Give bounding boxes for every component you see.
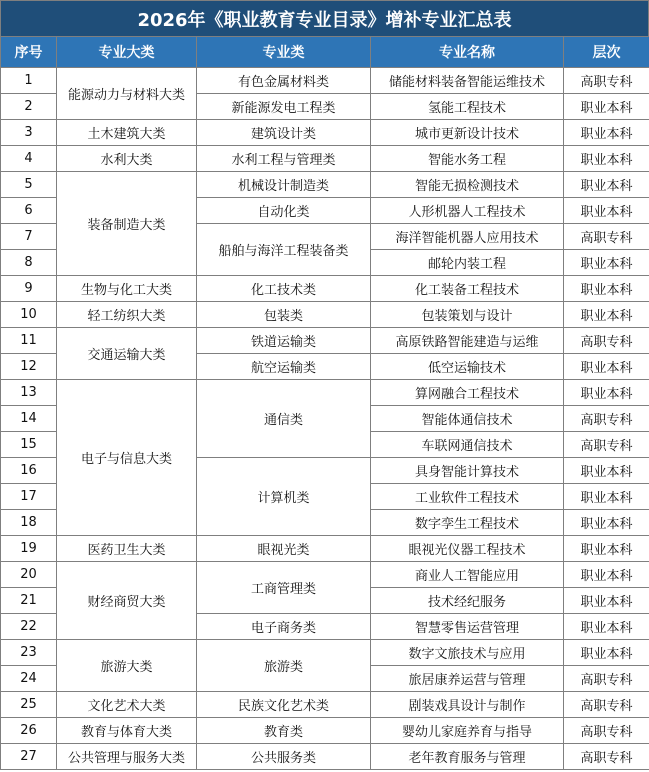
row-number: 27 xyxy=(1,744,57,770)
major-category: 医药卫生大类 xyxy=(57,536,197,562)
major-subcategory: 教育类 xyxy=(197,718,371,744)
row-number: 23 xyxy=(1,640,57,666)
row-number: 17 xyxy=(1,484,57,510)
row-number: 20 xyxy=(1,562,57,588)
row-number: 11 xyxy=(1,328,57,354)
education-level: 高职专科 xyxy=(564,718,649,744)
table-row xyxy=(1,302,649,328)
major-name: 算网融合工程技术 xyxy=(371,380,564,406)
education-level: 职业本科 xyxy=(564,510,649,536)
major-name: 工业软件工程技术 xyxy=(371,484,564,510)
education-level: 高职专科 xyxy=(564,744,649,770)
table-row xyxy=(1,718,649,744)
table-row xyxy=(1,562,649,588)
education-level: 职业本科 xyxy=(564,276,649,302)
education-level: 职业本科 xyxy=(564,146,649,172)
education-level: 职业本科 xyxy=(564,302,649,328)
major-name: 人形机器人工程技术 xyxy=(371,198,564,224)
major-category: 土木建筑大类 xyxy=(57,120,197,146)
header-subcategory: 专业类 xyxy=(197,37,371,68)
education-level: 职业本科 xyxy=(564,94,649,120)
major-category: 文化艺术大类 xyxy=(57,692,197,718)
major-name: 技术经纪服务 xyxy=(371,588,564,614)
education-level: 职业本科 xyxy=(564,588,649,614)
education-level: 职业本科 xyxy=(564,640,649,666)
education-level: 职业本科 xyxy=(564,614,649,640)
table-row xyxy=(1,380,649,406)
header-major-name: 专业名称 xyxy=(371,37,564,68)
education-level: 高职专科 xyxy=(564,328,649,354)
row-number: 14 xyxy=(1,406,57,432)
major-name: 高原铁路智能建造与运维 xyxy=(371,328,564,354)
major-category: 电子与信息大类 xyxy=(57,380,197,536)
row-number: 3 xyxy=(1,120,57,146)
row-number: 7 xyxy=(1,224,57,250)
table-row xyxy=(1,328,649,354)
row-number: 9 xyxy=(1,276,57,302)
major-category: 轻工纺织大类 xyxy=(57,302,197,328)
major-name: 具身智能计算技术 xyxy=(371,458,564,484)
row-number: 15 xyxy=(1,432,57,458)
major-category: 交通运输大类 xyxy=(57,328,197,380)
table-row xyxy=(1,172,649,198)
major-name: 低空运输技术 xyxy=(371,354,564,380)
major-subcategory: 旅游类 xyxy=(197,640,371,692)
row-number: 1 xyxy=(1,68,57,94)
major-name: 包装策划与设计 xyxy=(371,302,564,328)
row-number: 22 xyxy=(1,614,57,640)
major-category: 生物与化工大类 xyxy=(57,276,197,302)
major-name: 老年教育服务与管理 xyxy=(371,744,564,770)
major-subcategory: 新能源发电工程类 xyxy=(197,94,371,120)
row-number: 2 xyxy=(1,94,57,120)
major-subcategory: 机械设计制造类 xyxy=(197,172,371,198)
row-number: 21 xyxy=(1,588,57,614)
major-category: 公共管理与服务大类 xyxy=(57,744,197,770)
major-subcategory: 化工技术类 xyxy=(197,276,371,302)
table-title: 2026年《职业教育专业目录》增补专业汇总表 xyxy=(0,0,649,36)
major-subcategory: 水利工程与管理类 xyxy=(197,146,371,172)
major-name: 海洋智能机器人应用技术 xyxy=(371,224,564,250)
row-number: 6 xyxy=(1,198,57,224)
major-name: 车联网通信技术 xyxy=(371,432,564,458)
row-number: 19 xyxy=(1,536,57,562)
table-body xyxy=(1,68,649,770)
major-category: 装备制造大类 xyxy=(57,172,197,276)
row-number: 10 xyxy=(1,302,57,328)
major-name: 化工装备工程技术 xyxy=(371,276,564,302)
row-number: 16 xyxy=(1,458,57,484)
table-row xyxy=(1,276,649,302)
major-name: 商业人工智能应用 xyxy=(371,562,564,588)
major-subcategory: 通信类 xyxy=(197,380,371,458)
row-number: 18 xyxy=(1,510,57,536)
major-subcategory: 船舶与海洋工程装备类 xyxy=(197,224,371,276)
row-number: 13 xyxy=(1,380,57,406)
major-subcategory: 建筑设计类 xyxy=(197,120,371,146)
major-name: 氢能工程技术 xyxy=(371,94,564,120)
row-number: 5 xyxy=(1,172,57,198)
major-subcategory: 有色金属材料类 xyxy=(197,68,371,94)
education-level: 职业本科 xyxy=(564,172,649,198)
table-row xyxy=(1,744,649,770)
major-subcategory: 包装类 xyxy=(197,302,371,328)
major-category: 能源动力与材料大类 xyxy=(57,68,197,120)
major-name: 数字文旅技术与应用 xyxy=(371,640,564,666)
row-number: 24 xyxy=(1,666,57,692)
major-table xyxy=(0,36,649,770)
major-name: 旅居康养运营与管理 xyxy=(371,666,564,692)
row-number: 12 xyxy=(1,354,57,380)
major-name: 婴幼儿家庭养育与指导 xyxy=(371,718,564,744)
header-level: 层次 xyxy=(564,37,649,68)
education-level: 职业本科 xyxy=(564,380,649,406)
education-level: 职业本科 xyxy=(564,120,649,146)
table-row xyxy=(1,692,649,718)
major-category: 旅游大类 xyxy=(57,640,197,692)
education-level: 高职专科 xyxy=(564,692,649,718)
major-subcategory: 计算机类 xyxy=(197,458,371,536)
major-name: 数字孪生工程技术 xyxy=(371,510,564,536)
major-subcategory: 自动化类 xyxy=(197,198,371,224)
major-subcategory: 公共服务类 xyxy=(197,744,371,770)
row-number: 8 xyxy=(1,250,57,276)
major-name: 城市更新设计技术 xyxy=(371,120,564,146)
education-level: 高职专科 xyxy=(564,224,649,250)
major-name: 眼视光仪器工程技术 xyxy=(371,536,564,562)
table-row xyxy=(1,536,649,562)
major-subcategory: 民族文化艺术类 xyxy=(197,692,371,718)
major-name: 储能材料装备智能运维技术 xyxy=(371,68,564,94)
header-row xyxy=(1,37,649,68)
table-row xyxy=(1,120,649,146)
major-subcategory: 眼视光类 xyxy=(197,536,371,562)
education-level: 高职专科 xyxy=(564,68,649,94)
education-level: 职业本科 xyxy=(564,198,649,224)
education-level: 高职专科 xyxy=(564,406,649,432)
major-subcategory: 工商管理类 xyxy=(197,562,371,614)
row-number: 4 xyxy=(1,146,57,172)
education-level: 职业本科 xyxy=(564,536,649,562)
major-category: 财经商贸大类 xyxy=(57,562,197,640)
education-level: 高职专科 xyxy=(564,666,649,692)
major-category: 教育与体育大类 xyxy=(57,718,197,744)
education-level: 高职专科 xyxy=(564,432,649,458)
row-number: 25 xyxy=(1,692,57,718)
major-name: 智能水务工程 xyxy=(371,146,564,172)
major-name: 智慧零售运营管理 xyxy=(371,614,564,640)
education-level: 职业本科 xyxy=(564,354,649,380)
major-subcategory: 铁道运输类 xyxy=(197,328,371,354)
major-subcategory: 电子商务类 xyxy=(197,614,371,640)
education-level: 职业本科 xyxy=(564,458,649,484)
education-level: 职业本科 xyxy=(564,484,649,510)
major-name: 邮轮内装工程 xyxy=(371,250,564,276)
major-subcategory: 航空运输类 xyxy=(197,354,371,380)
major-name: 剧装戏具设计与制作 xyxy=(371,692,564,718)
table-row xyxy=(1,146,649,172)
major-category: 水利大类 xyxy=(57,146,197,172)
header-no: 序号 xyxy=(1,37,57,68)
table-row xyxy=(1,68,649,94)
table-row xyxy=(1,640,649,666)
major-name: 智能无损检测技术 xyxy=(371,172,564,198)
major-name: 智能体通信技术 xyxy=(371,406,564,432)
education-level: 职业本科 xyxy=(564,250,649,276)
header-category: 专业大类 xyxy=(57,37,197,68)
education-level: 职业本科 xyxy=(564,562,649,588)
row-number: 26 xyxy=(1,718,57,744)
